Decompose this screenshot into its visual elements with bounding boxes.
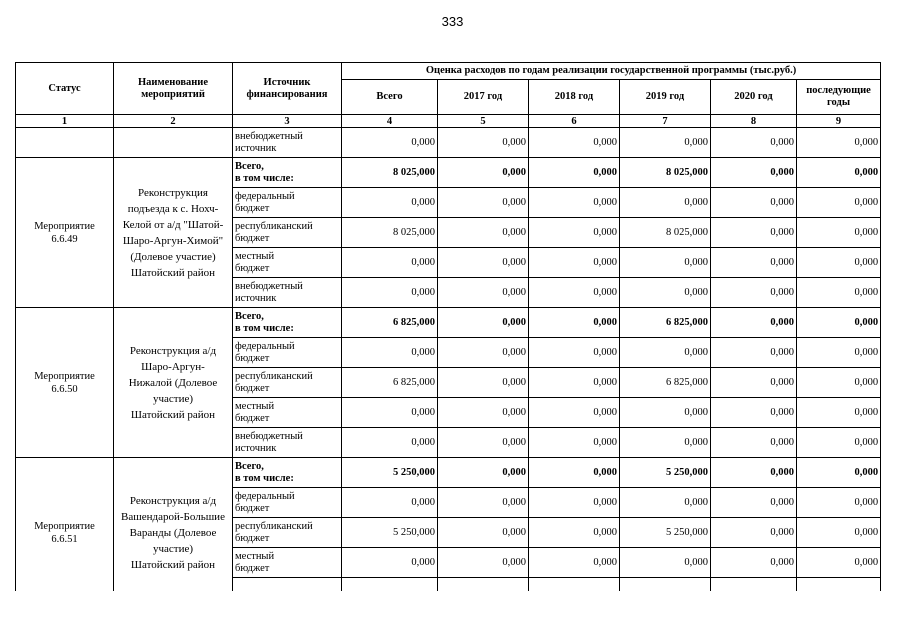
value-cell: 0,000 [529, 248, 620, 278]
table-row [16, 158, 881, 188]
value-cell: 0,000 [438, 368, 529, 398]
source-cell: внебюджетный источник [233, 428, 342, 458]
value-cell: 0,000 [438, 548, 529, 578]
header-status: Статус [16, 63, 114, 115]
value-cell: 0,000 [620, 398, 711, 428]
value-cell: 0,000 [797, 278, 881, 308]
value-cell: 0,000 [620, 248, 711, 278]
value-cell: 0,000 [438, 188, 529, 218]
value-cell: 0,000 [342, 128, 438, 158]
column-number: 8 [711, 115, 797, 128]
column-number: 9 [797, 115, 881, 128]
value-cell: 6 825,000 [342, 368, 438, 398]
source-cell: республиканский бюджет [233, 218, 342, 248]
value-cell: 0,000 [711, 548, 797, 578]
value-cell: 0,000 [711, 368, 797, 398]
header-2017: 2017 год [438, 80, 529, 115]
value-cell: 0,000 [438, 278, 529, 308]
value-cell: 0,000 [797, 308, 881, 338]
value-cell: 0,000 [438, 428, 529, 458]
value-cell: 0,000 [342, 248, 438, 278]
value-cell: 0,000 [342, 398, 438, 428]
value-cell: 0,000 [342, 278, 438, 308]
header-name: Наименование мероприятий [114, 63, 233, 115]
value-cell: 5 250,000 [342, 458, 438, 488]
value-cell: 0,000 [438, 158, 529, 188]
name-cell: Реконструкция подъезда к с. Нохч- Келой от а/д "Шатой- Шаро-Аргун-Химой" (Долевое участие) Шатойский район [114, 158, 233, 308]
column-number: 5 [438, 115, 529, 128]
value-cell: 0,000 [438, 128, 529, 158]
value-cell: 0,000 [438, 458, 529, 488]
value-cell: 6 825,000 [620, 368, 711, 398]
value-cell: 0,000 [797, 158, 881, 188]
value-cell: 0,000 [711, 218, 797, 248]
value-cell: 0,000 [529, 128, 620, 158]
value-cell: 0,000 [797, 428, 881, 458]
source-cell: республиканский бюджет [233, 368, 342, 398]
value-cell: 0,000 [711, 428, 797, 458]
value-cell: 8 025,000 [342, 218, 438, 248]
source-cell: республиканский бюджет [233, 518, 342, 548]
source-cell: федеральный бюджет [233, 338, 342, 368]
expense-table [15, 62, 881, 608]
value-cell: 0,000 [529, 218, 620, 248]
value-cell: 0,000 [438, 488, 529, 518]
header-source: Источник финансирования [233, 63, 342, 115]
value-cell: 0,000 [711, 398, 797, 428]
value-cell: 0,000 [529, 428, 620, 458]
value-cell: 0,000 [529, 548, 620, 578]
value-cell: 0,000 [797, 128, 881, 158]
header-row-1 [16, 63, 881, 80]
value-cell: 0,000 [711, 278, 797, 308]
value-cell: 0,000 [529, 398, 620, 428]
source-cell: федеральный бюджет [233, 488, 342, 518]
source-cell: местный бюджет [233, 398, 342, 428]
value-cell: 0,000 [342, 338, 438, 368]
value-cell: 6 825,000 [620, 308, 711, 338]
value-cell: 0,000 [529, 458, 620, 488]
value-cell: 0,000 [438, 308, 529, 338]
value-cell: 0,000 [529, 158, 620, 188]
value-cell: 0,000 [342, 428, 438, 458]
table-row [16, 128, 881, 158]
column-number: 3 [233, 115, 342, 128]
column-number: 7 [620, 115, 711, 128]
name-cell: Реконструкция а/д Вашендарой-Большие Варанды (Долевое участие) Шатойский район [114, 458, 233, 608]
value-cell: 0,000 [711, 158, 797, 188]
value-cell: 0,000 [342, 548, 438, 578]
value-cell: 0,000 [438, 398, 529, 428]
column-number: 4 [342, 115, 438, 128]
value-cell: 5 250,000 [620, 518, 711, 548]
value-cell: 0,000 [620, 278, 711, 308]
value-cell: 0,000 [342, 488, 438, 518]
value-cell: 0,000 [797, 248, 881, 278]
source-cell: местный бюджет [233, 548, 342, 578]
column-number: 2 [114, 115, 233, 128]
header-total: Всего [342, 80, 438, 115]
value-cell: 0,000 [797, 518, 881, 548]
source-cell: Всего, в том числе: [233, 158, 342, 188]
value-cell: 0,000 [529, 368, 620, 398]
source-cell: федеральный бюджет [233, 188, 342, 218]
header-2020: 2020 год [711, 80, 797, 115]
header-2018: 2018 год [529, 80, 620, 115]
value-cell: 0,000 [711, 248, 797, 278]
page-number: 333 [441, 14, 464, 29]
source-cell: Всего, в том числе: [233, 458, 342, 488]
value-cell: 0,000 [529, 488, 620, 518]
source-cell: внебюджетный источник [233, 128, 342, 158]
value-cell: 0,000 [620, 188, 711, 218]
value-cell: 6 825,000 [342, 308, 438, 338]
value-cell: 0,000 [797, 338, 881, 368]
source-cell: Всего, в том числе: [233, 308, 342, 338]
value-cell: 0,000 [342, 188, 438, 218]
value-cell: 0,000 [711, 458, 797, 488]
value-cell: 0,000 [438, 338, 529, 368]
value-cell: 0,000 [797, 368, 881, 398]
value-cell: 8 025,000 [620, 218, 711, 248]
column-number: 1 [16, 115, 114, 128]
value-cell: 0,000 [438, 218, 529, 248]
column-numbers-row [16, 115, 881, 128]
value-cell: 0,000 [711, 518, 797, 548]
value-cell: 0,000 [711, 338, 797, 368]
name-cell [114, 128, 233, 158]
value-cell: 5 250,000 [342, 518, 438, 548]
value-cell: 8 025,000 [620, 158, 711, 188]
value-cell: 0,000 [529, 278, 620, 308]
value-cell: 0,000 [529, 338, 620, 368]
status-cell [16, 128, 114, 158]
value-cell: 0,000 [529, 188, 620, 218]
status-cell: Мероприятие 6.6.51 [16, 458, 114, 608]
column-number: 6 [529, 115, 620, 128]
source-cell: местный бюджет [233, 248, 342, 278]
table-row [16, 458, 881, 488]
value-cell: 0,000 [620, 548, 711, 578]
value-cell: 0,000 [529, 518, 620, 548]
header-estimate: Оценка расходов по годам реализации государственной программы (тыс.руб.) [342, 63, 881, 80]
table-row [16, 308, 881, 338]
value-cell: 0,000 [711, 128, 797, 158]
page-bottom-margin [0, 591, 905, 640]
value-cell: 0,000 [711, 188, 797, 218]
status-cell: Мероприятие 6.6.49 [16, 158, 114, 308]
value-cell: 0,000 [797, 188, 881, 218]
value-cell: 0,000 [711, 488, 797, 518]
value-cell: 0,000 [797, 218, 881, 248]
value-cell: 0,000 [620, 128, 711, 158]
value-cell: 5 250,000 [620, 458, 711, 488]
value-cell: 0,000 [797, 488, 881, 518]
value-cell: 0,000 [529, 308, 620, 338]
header-later-years: последующие годы [797, 80, 881, 115]
value-cell: 0,000 [797, 548, 881, 578]
value-cell: 0,000 [797, 458, 881, 488]
value-cell: 0,000 [438, 248, 529, 278]
header-2019: 2019 год [620, 80, 711, 115]
value-cell: 0,000 [620, 488, 711, 518]
status-cell: Мероприятие 6.6.50 [16, 308, 114, 458]
value-cell: 0,000 [620, 428, 711, 458]
value-cell: 8 025,000 [342, 158, 438, 188]
value-cell: 0,000 [797, 398, 881, 428]
value-cell: 0,000 [438, 518, 529, 548]
name-cell: Реконструкция а/д Шаро-Аргун- Нижалой (Долевое участие) Шатойский район [114, 308, 233, 458]
source-cell: внебюджетный источник [233, 278, 342, 308]
value-cell: 0,000 [620, 338, 711, 368]
value-cell: 0,000 [711, 308, 797, 338]
